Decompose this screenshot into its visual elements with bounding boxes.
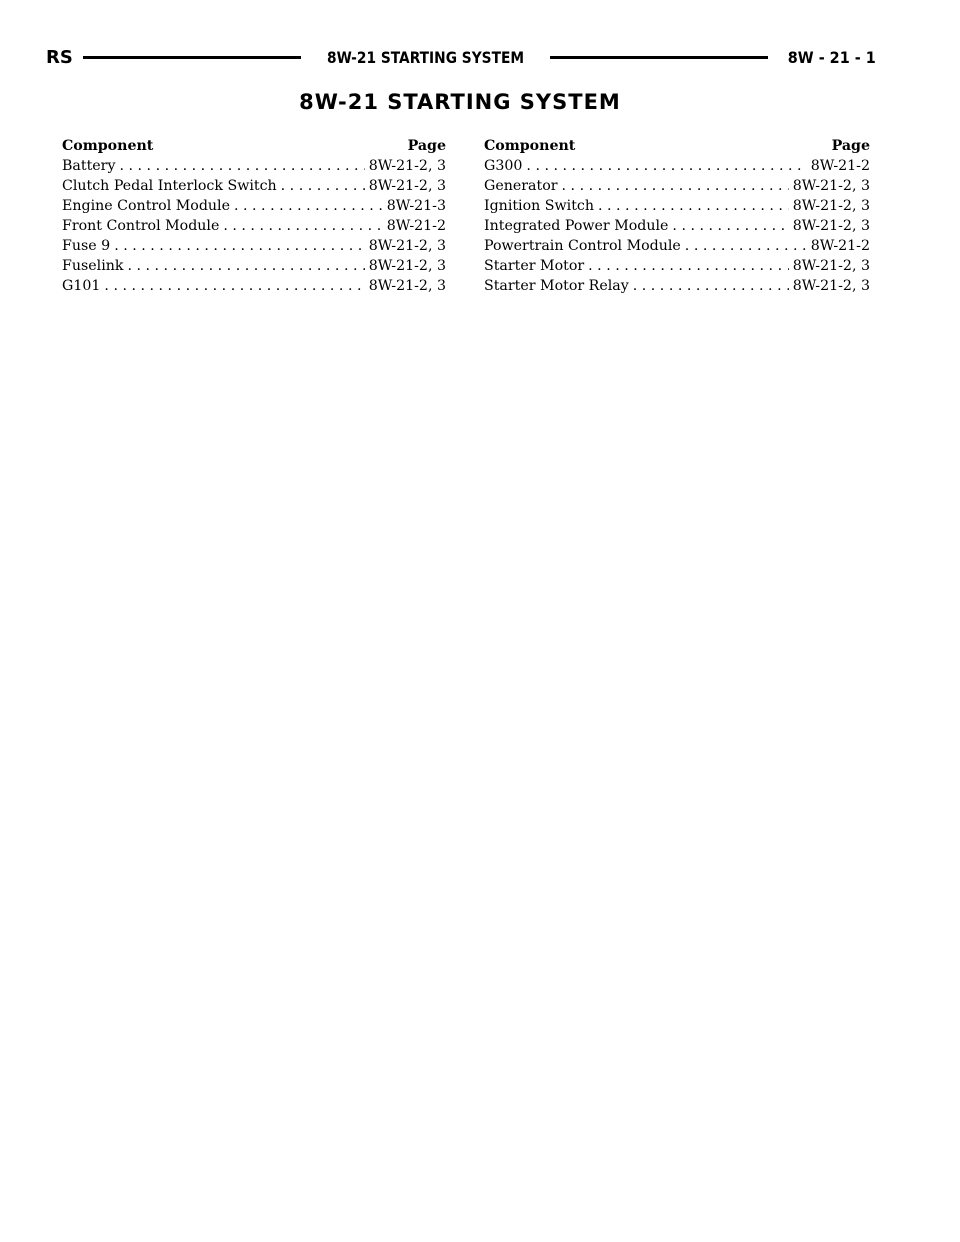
column-header — [484, 136, 870, 156]
index-column-left — [62, 136, 446, 296]
dot-leader — [633, 276, 789, 296]
dot-leader — [281, 176, 365, 196]
entry-page: 8W-21-2, 3 — [792, 218, 870, 234]
entry-name: Generator — [484, 178, 558, 194]
dot-leader — [588, 256, 789, 276]
entry-page: 8W-21-2, 3 — [792, 278, 870, 294]
entry-page: 8W-21-2, 3 — [368, 258, 446, 274]
header-section-code: RS — [46, 46, 73, 68]
entry-page: 8W-21-2, 3 — [792, 258, 870, 274]
index-entry — [62, 176, 446, 196]
header-page-number: 8W - 21 - 1 — [788, 47, 876, 67]
entry-page: 8W-21-2, 3 — [792, 178, 870, 194]
dot-leader — [104, 276, 364, 296]
header-title: 8W-21 STARTING SYSTEM — [327, 47, 525, 67]
index-entry — [484, 216, 870, 236]
entry-name: Starter Motor — [484, 258, 585, 274]
page-header — [46, 44, 876, 70]
entry-page: 8W-21-2, 3 — [368, 278, 446, 294]
entry-name: Clutch Pedal Interlock Switch — [62, 178, 277, 194]
entry-name: G101 — [62, 278, 101, 294]
header-rule-left — [83, 56, 301, 59]
column-header-page: Page — [407, 138, 446, 154]
index-entry — [62, 236, 446, 256]
dot-leader — [672, 216, 788, 236]
entry-name: Starter Motor Relay — [484, 278, 629, 294]
entry-page: 8W-21-2, 3 — [368, 158, 446, 174]
entry-name: Fuselink — [62, 258, 124, 274]
entry-page: 8W-21-2 — [810, 158, 870, 174]
entry-page: 8W-21-2, 3 — [368, 238, 446, 254]
index-entry — [484, 276, 870, 296]
column-header-component: Component — [62, 138, 154, 154]
header-rule-right — [550, 56, 768, 59]
entry-name: Integrated Power Module — [484, 218, 669, 234]
dot-leader — [119, 156, 364, 176]
index-entry — [484, 256, 870, 276]
dot-leader — [223, 216, 382, 236]
index-entry — [62, 216, 446, 236]
section-title: 8W-21 STARTING SYSTEM — [299, 90, 621, 114]
dot-leader — [127, 256, 364, 276]
entry-name: Powertrain Control Module — [484, 238, 681, 254]
entry-name: Ignition Switch — [484, 198, 594, 214]
index-entry — [62, 196, 446, 216]
entry-page: 8W-21-2, 3 — [792, 198, 870, 214]
index-entry — [62, 276, 446, 296]
index-entry — [62, 156, 446, 176]
entry-name: Front Control Module — [62, 218, 220, 234]
entry-name: Battery — [62, 158, 116, 174]
dot-leader — [234, 196, 383, 216]
entry-name: Fuse 9 — [62, 238, 111, 254]
column-header-component: Component — [484, 138, 576, 154]
dot-leader — [562, 176, 789, 196]
entry-name: G300 — [484, 158, 523, 174]
index-entry — [484, 236, 870, 256]
dot-leader — [685, 236, 807, 256]
index-column-right — [484, 136, 870, 296]
index-entry — [484, 156, 870, 176]
index-entry — [484, 176, 870, 196]
entry-page: 8W-21-2, 3 — [368, 178, 446, 194]
index-entry — [62, 256, 446, 276]
column-header — [62, 136, 446, 156]
entry-page: 8W-21-3 — [386, 198, 446, 214]
dot-leader — [598, 196, 789, 216]
index-entry — [484, 196, 870, 216]
entry-name: Engine Control Module — [62, 198, 230, 214]
entry-page: 8W-21-2 — [810, 238, 870, 254]
column-header-page: Page — [831, 138, 870, 154]
entry-page: 8W-21-2 — [386, 218, 446, 234]
dot-leader — [114, 236, 365, 256]
dot-leader — [526, 156, 806, 176]
